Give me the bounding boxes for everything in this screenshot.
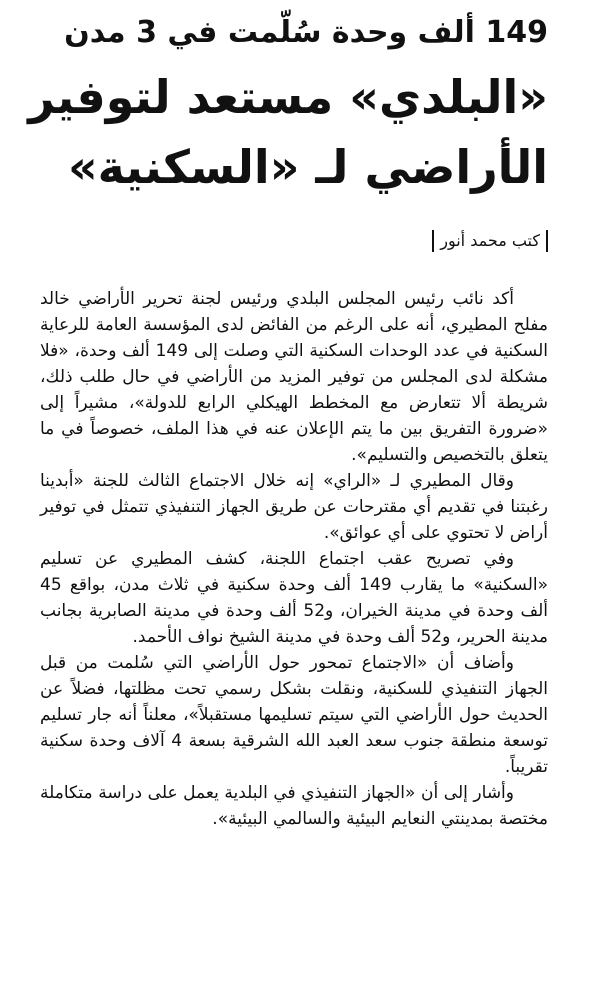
byline-row	[40, 230, 548, 260]
headline-line-2: الأراضي لـ «السكنية»	[67, 140, 548, 194]
paragraph-3: وفي تصريح عقب اجتماع اللجنة، كشف المطيري عن تسليم «السكنية» ما يقارب 149 ألف وحدة سكنية في ثلاث مدن، بواقع 45 ألف وحدة في مدينة الخيران، و52 ألف وحدة في مدينة الصابرية بجانب مدينة الحرير، و52 ألف وحدة في مدينة الشيخ نواف الأحمد.	[40, 549, 548, 647]
paragraph-5: وأشار إلى أن «الجهاز التنفيذي في البلدية يعمل على دراسة متكاملة مختصة بمدينتي النعايم البيئية والسالمي البيئية».	[40, 783, 548, 829]
article-body	[40, 286, 548, 832]
article-kicker: 149 ألف وحدة سُلّمت في 3 مدن	[64, 15, 548, 50]
paragraph-4: وأضاف أن «الاجتماع تمحور حول الأراضي التي سُلمت من قبل الجهاز التنفيذي للسكنية، ونقلت بشكل رسمي تحت مظلتها، فضلاً عن الحديث حول الأراضي التي سيتم تسليمها مستقبلاً»، معلناً أنه جار تسليم توسعة منطقة جنوب سعد العبد الله الشرقية بسعة 4 آلاف وحدة سكنية تقريباً.	[40, 653, 549, 777]
article-headline	[28, 62, 548, 202]
headline-line-1: «البلدي» مستعد لتوفير	[28, 70, 548, 124]
paragraph-1: أكد نائب رئيس المجلس البلدي ورئيس لجنة تحرير الأراضي خالد مفلح المطيري، أنه على الرغم من الفائض لدى المؤسسة العامة للرعاية السكنية في عدد الوحدات السكنية التي وصلت إلى 149 ألف وحدة، «فلا مشكلة لدى المجلس من توفير المزيد من الأراضي في حال طلب ذلك، شريطة ألا تتعارض مع المخطط الهيكلي الرابع للدولة»، مشيراً إلى «ضرورة التفريق بين ما يتم الإعلان عنه في هذا الملف، خصوصاً في ما يتعلق بالتخصيص والتسليم».	[40, 289, 548, 465]
paragraph-2: وقال المطيري لـ «الراي» إنه خلال الاجتماع الثالث للجنة «أبدينا رغبتنا في تقديم أي مقترحات عن طريق الجهاز التنفيذي تتمثل في توفير أراض لا تحتوي على أي عوائق».	[40, 471, 548, 543]
byline: كتب محمد أنور	[432, 230, 548, 252]
